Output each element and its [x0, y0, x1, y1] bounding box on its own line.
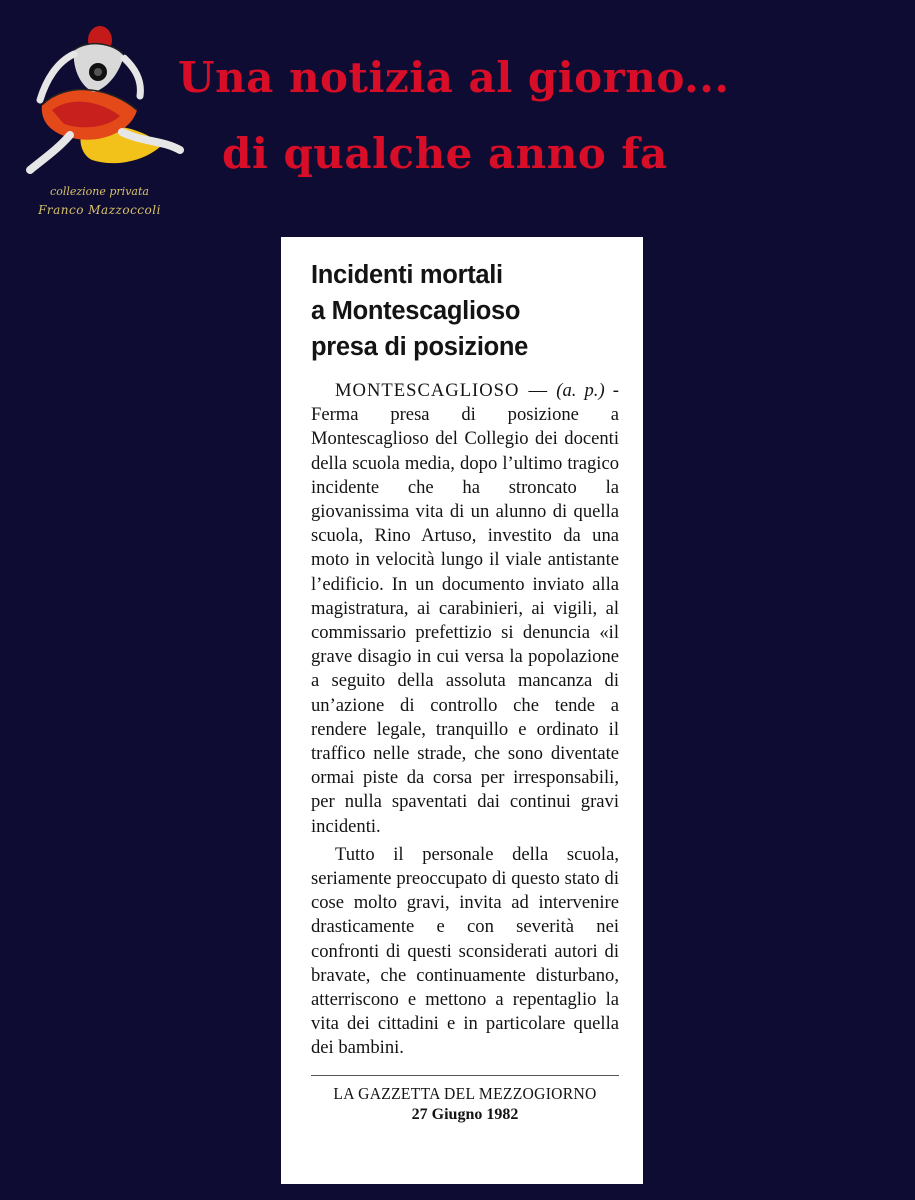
collection-logo: [12, 10, 187, 225]
article-title-line3: presa di posizione: [311, 333, 529, 361]
article-byline: (a. p.): [556, 380, 605, 401]
article-title-line1: Incidenti mortali: [311, 261, 503, 289]
dancer-illustration-icon: [12, 10, 187, 185]
logo-caption: [12, 183, 187, 219]
article-paragraph-2: Tutto il personale della scuola, seriamente preoccupato di questo stato di cose molto gravi, invita ad intervenire drasticamente e con severità nei confronti di questi sconsiderati autori di bravate, che continuamente disturbano, atterriscono e mettono a repentaglio la vita dei cittadini e in particolare quella dei bambini.: [311, 843, 619, 1059]
article-paragraph-1: [311, 379, 619, 839]
logo-caption-line1: collezione privata: [50, 185, 149, 198]
publication-date: 27 Giugno 1982: [411, 1105, 519, 1123]
article-paragraph-1-text: - Ferma presa di posizione a Montescaglioso del Collegio dei docenti della scuola media, dopo l’ultimo tragico incidente che ha stroncato la giovanissima vita di un alunno di quella scuola, Rino Artuso, investito da una moto in velocità lungo il viale antistante l’edificio. In un documento inviato alla magistratura, ai carabinieri, ai vigili, al commissario prefettizio si denuncia «il grave disagio in cui versa la popolazione a seguito della assoluta mancanza di un’azione di controllo che tende a rendere legale, tranquillo e ordinato il traffico nelle strade, che sono diventate ormai piste da corsa per irresponsabili, per nulla spaventati dai continui gravi incidenti.: [311, 380, 619, 837]
newspaper-name: LA GAZZETTA DEL MEZZOGIORNO: [333, 1083, 597, 1103]
headline-line1: Una notizia al giorno...: [178, 53, 730, 102]
logo-caption-line2: Franco Mazzoccoli: [38, 203, 161, 217]
headline-line2: di qualche anno fa: [222, 129, 668, 178]
article-body: [311, 379, 619, 1061]
article-title-line2: a Montescaglioso: [311, 297, 521, 325]
footer-divider: [311, 1075, 619, 1076]
article-dateline: MONTESCAGLIOSO —: [335, 380, 549, 401]
article-title: [311, 257, 619, 365]
newspaper-clipping: [281, 237, 643, 1184]
